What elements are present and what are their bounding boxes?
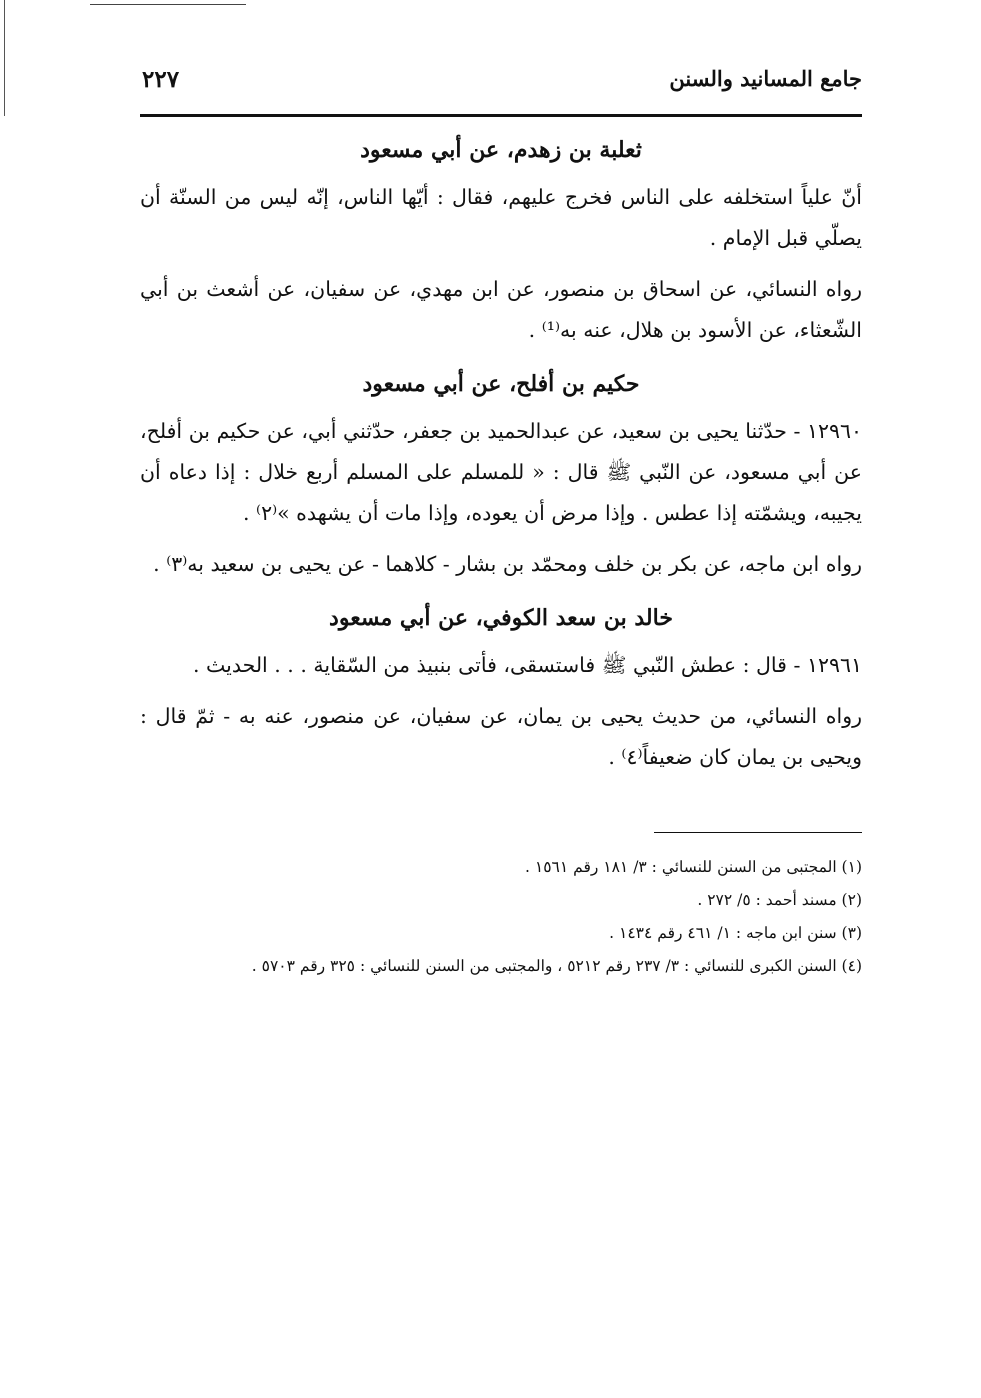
text-paragraph: رواه النسائي، عن اسحاق بن منصور، عن ابن مهدي، عن سفيان، عن أشعث بن أبي الشّعثاء، عن الأسود بن هلال، عنه به⁽¹⁾ . [140, 277, 862, 342]
section-thalaba [140, 127, 862, 351]
running-title: جامع المسانيد والسنن [669, 66, 862, 91]
text-paragraph: رواه ابن ماجه، عن بكر بن خلف ومحمّد بن بشار - كلاهما - عن يحيى بن سعيد به⁽٣⁾ . [153, 552, 862, 576]
footnote: (١) المجتبى من السنن للنسائي : ٣/ ١٨١ رقم ١٥٦١ . [525, 858, 862, 876]
footnote: (٤) السنن الكبرى للنسائي : ٣/ ٢٣٧ رقم ٥٢١٢ ، والمجتبى من السنن للنسائي : ٣٢٥ رقم ٥٧٠٣ . [251, 957, 862, 975]
footnote-separator [654, 832, 862, 833]
page-header [140, 60, 862, 114]
hadith-paragraph: ١٢٩٦٠ - حدّثنا يحيى بن سعيد، عن عبدالحميد بن جعفر، حدّثني أبي، عن حكيم بن أفلح، عن أبي مسعود، عن النّبي ﷺ قال : « للمسلم على المسلم أربع خلال : إذا دعاه أن يجيبه، ويشمّته إذا عطس . وإذا مرض أن يعوده، وإذا مات أن يشهده »⁽٢⁾ . [140, 419, 862, 525]
footnotes [140, 851, 862, 983]
scan-edge-line-left [4, 0, 5, 116]
section-hakim [140, 361, 862, 585]
section-heading: خالد بن سعد الكوفي، عن أبي مسعود [329, 605, 673, 631]
header-rule [140, 114, 862, 117]
section-khalid [140, 595, 862, 778]
section-heading: ثعلبة بن زهدم، عن أبي مسعود [360, 137, 642, 163]
book-page [140, 60, 862, 983]
footnote: (٢) مسند أحمد : ٥/ ٢٧٢ . [697, 891, 862, 909]
hadith-paragraph: ١٢٩٦١ - قال : عطش النّبي ﷺ فاستسقى، فأتى بنبيذ من السّقاية . . . الحديث . [192, 653, 862, 677]
page-number: ٢٢٧ [142, 66, 180, 93]
footnote: (٣) سنن ابن ماجه : ١/ ٤٦١ رقم ١٤٣٤ . [609, 924, 862, 942]
section-heading: حكيم بن أفلح، عن أبي مسعود [362, 371, 640, 397]
text-paragraph: أنّ علياً استخلفه على الناس فخرج عليهم، فقال : أيّها الناس، إنّه ليس من السنّة أن يصلّي قبل الإمام . [140, 185, 862, 250]
scan-edge-line-top [90, 4, 246, 5]
text-paragraph: رواه النسائي، من حديث يحيى بن يمان، عن سفيان، عن منصور، عنه به - ثمّ قال : ويحيى بن يمان كان ضعيفاً⁽٤⁾ . [140, 704, 862, 769]
